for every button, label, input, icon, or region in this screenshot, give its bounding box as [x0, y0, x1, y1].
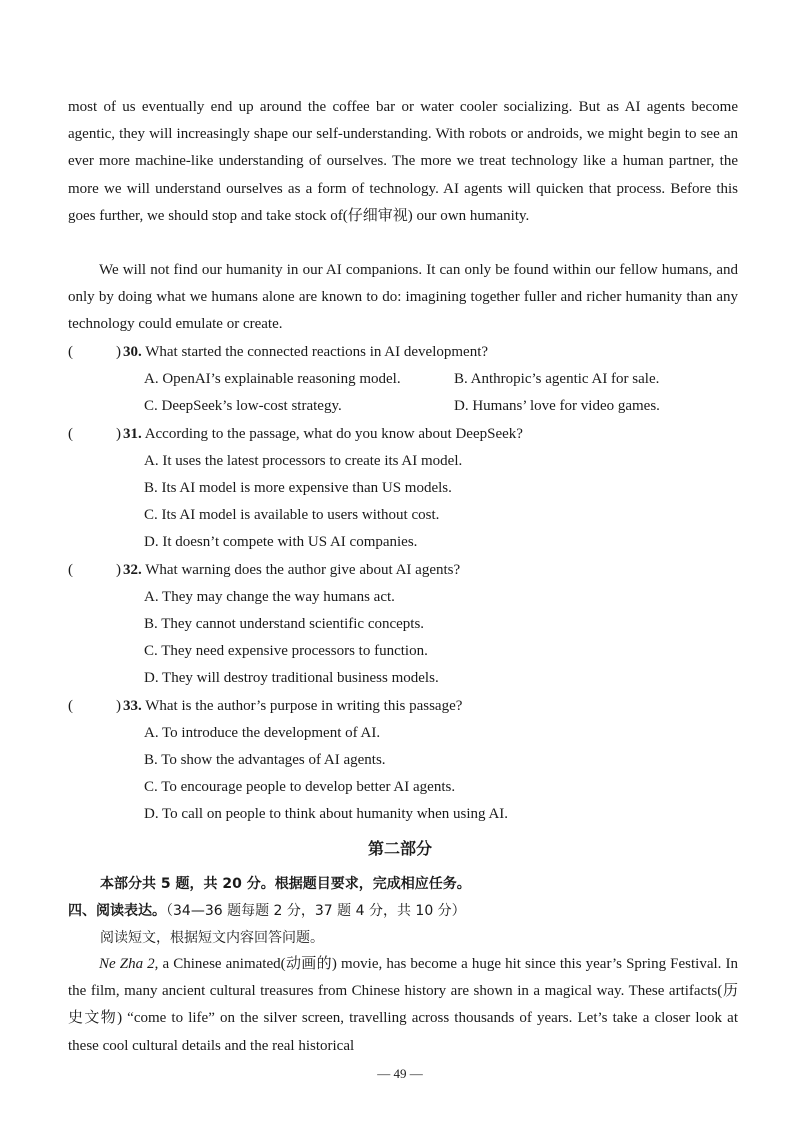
- option-31-b: B. Its AI model is more expensive than US models.: [144, 480, 452, 496]
- answer-paren-close: ): [116, 344, 121, 360]
- option-31-c: C. Its AI model is available to users without cost.: [144, 507, 440, 523]
- question-number: 30.: [123, 344, 142, 360]
- option-30-c: C. DeepSeek’s low-cost strategy.: [144, 398, 342, 414]
- section-scoring: （34—36 题每题 2 分，37 题 4 分，共 10 分）: [166, 903, 466, 919]
- question-text: According to the passage, what do you know about DeepSeek?: [144, 426, 523, 442]
- option-32-a: A. They may change the way humans act.: [144, 589, 395, 605]
- option-31-d: D. It doesn’t compete with US AI companies.: [144, 534, 418, 550]
- question-number: 31.: [123, 426, 142, 442]
- answer-paren-open: (: [68, 344, 73, 360]
- option-30-a: A. OpenAI’s explainable reasoning model.: [144, 371, 401, 387]
- part2-title: 第二部分: [367, 839, 432, 858]
- movie-title: Ne Zha 2: [99, 956, 155, 972]
- option-33-d: D. To call on people to think about humanity when using AI.: [144, 806, 509, 822]
- answer-paren-open: (: [68, 562, 73, 578]
- nezha-passage-text: , a Chinese animated(动画的) movie, has become a huge hit since this year’s Spring Festival. In the film, many ancient cultural treasures from Chinese history are shown in a magical way. These artifacts(历史文物) “come to life” on the silver screen, travelling across thousands of years. Let’s take a closer look at these cool cultural details and the real historical: [68, 956, 738, 1054]
- answer-paren-close: ): [116, 426, 121, 442]
- nezha-passage: [68, 951, 738, 1060]
- question-text: What warning does the author give about AI agents?: [145, 562, 461, 578]
- question-text: What is the author’s purpose in writing this passage?: [145, 698, 463, 714]
- section-heading-row: [68, 900, 466, 920]
- option-33-a: A. To introduce the development of AI.: [144, 725, 381, 741]
- question-number: 32.: [123, 562, 142, 578]
- section-heading: 四、阅读表达。: [68, 903, 166, 919]
- page-number: — 49 —: [377, 1066, 423, 1081]
- option-32-c: C. They need expensive processors to function.: [144, 643, 428, 659]
- option-30-b: B. Anthropic’s agentic AI for sale.: [454, 371, 660, 387]
- option-32-b: B. They cannot understand scientific concepts.: [144, 616, 425, 632]
- option-33-b: B. To show the advantages of AI agents.: [144, 752, 386, 768]
- question-number: 33.: [123, 698, 142, 714]
- option-32-d: D. They will destroy traditional business models.: [144, 670, 439, 686]
- passage-paragraph-2: We will not find our humanity in our AI companions. It can only be found within our fellow humans, and only by doing what we humans alone are known to do: imagining together fuller and richer humanity than any technology could emulate or create.: [68, 262, 738, 333]
- answer-paren-close: ): [116, 698, 121, 714]
- answer-paren-open: (: [68, 426, 73, 442]
- part2-instruction: 本部分共 5 题，共 20 分。根据题目要求，完成相应任务。: [100, 876, 471, 892]
- answer-paren-open: (: [68, 698, 73, 714]
- reading-direction: 阅读短文，根据短文内容回答问题。: [100, 930, 324, 946]
- answer-paren-close: ): [116, 562, 121, 578]
- option-31-a: A. It uses the latest processors to create its AI model.: [144, 453, 463, 469]
- passage-paragraph-1: most of us eventually end up around the coffee bar or water cooler socializing. But as AI agents become agentic, they will increasingly shape our self-understanding. With robots or androids, we might begin to see an ever more machine-like understanding of ourselves. The more we treat technology like a human partner, the more we will understand ourselves as a form of technology. AI agents will quicken that process. Before this goes further, we should stop and take stock of(仔细审视) our own humanity.: [68, 99, 738, 224]
- option-33-c: C. To encourage people to develop better AI agents.: [144, 779, 456, 795]
- option-30-d: D. Humans’ love for video games.: [454, 398, 660, 414]
- question-text: What started the connected reactions in AI development?: [145, 344, 489, 360]
